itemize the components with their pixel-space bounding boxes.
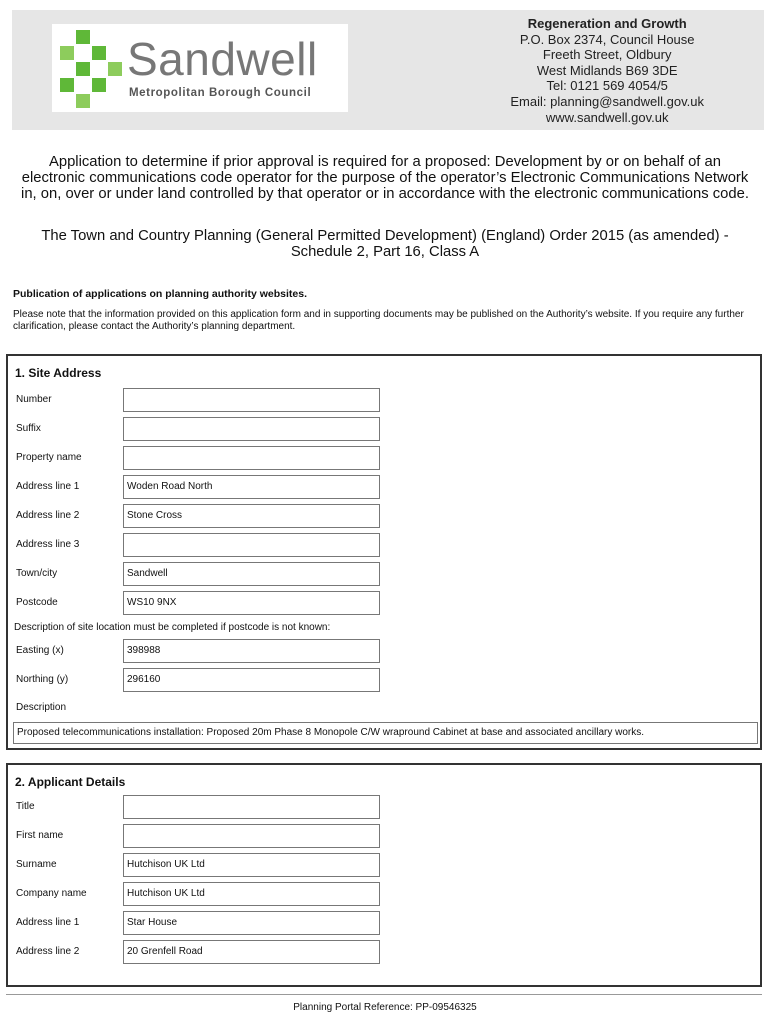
form-row-address-line-1 (8, 911, 760, 937)
description-label: Description (16, 702, 67, 713)
form-row-first-name (8, 824, 760, 850)
contact-tel: Tel: 0121 569 4054/5 (546, 78, 668, 94)
logo-square (76, 94, 90, 108)
field-label: Property name (16, 452, 82, 463)
field-label: Easting (x) (16, 645, 64, 656)
address-line-2-field[interactable]: Stone Cross (123, 504, 380, 528)
applicant-address-line-1-field[interactable]: Star House (123, 911, 380, 935)
letterhead (12, 10, 764, 130)
order-title: The Town and Country Planning (General Permitted Development) (England) Order 2015 (as amended) - Schedule 2, Part 16, Class A (41, 228, 729, 260)
field-label: Company name (16, 888, 87, 899)
field-label: First name (16, 830, 64, 841)
contact-website[interactable]: www.sandwell.gov.uk (545, 109, 669, 125)
contact-street: Freeth Street, Oldbury (542, 47, 672, 63)
town-city-field[interactable]: Sandwell (123, 562, 380, 586)
northing-field[interactable]: 296160 (123, 668, 380, 692)
application-title: Application to determine if prior approval is required for a proposed: Development by or on behalf of an electronic communications code operator for the purpose of the operator’s Electronic Communications Network in, on, over or under land controlled by that operator or in accordance with the electronic communications code. (21, 154, 749, 202)
form-row-easting (8, 639, 760, 665)
form-row-surname (8, 853, 760, 879)
logo-square (60, 78, 74, 92)
field-label: Surname (16, 859, 57, 870)
footer-divider (6, 994, 762, 995)
description-field[interactable]: Proposed telecommunications installation: Proposed 20m Phase 8 Monopole C/W wrapround Cabinet at base and associated ancillary works. (13, 722, 758, 744)
field-label: Northing (y) (16, 674, 69, 685)
field-label: Address line 2 (16, 510, 80, 521)
surname-field[interactable]: Hutchison UK Ltd (123, 853, 380, 877)
planning-portal-reference: Planning Portal Reference: PP-09546325 (293, 1002, 477, 1013)
form-row-northing (8, 668, 760, 694)
form-row-company-name (8, 882, 760, 908)
contact-email[interactable]: Email: planning@sandwell.gov.uk (510, 93, 704, 109)
logo-subtitle: Metropolitan Borough Council (129, 87, 312, 99)
postcode-field[interactable]: WS10 9NX (123, 591, 380, 615)
field-label: Address line 2 (16, 946, 80, 957)
logo-square (60, 46, 74, 60)
applicant-address-line-2-field[interactable]: 20 Grenfell Road (123, 940, 380, 964)
form-row-title (8, 795, 760, 821)
form-row-town-city (8, 562, 760, 588)
form-row-suffix (8, 417, 760, 443)
contact-block (510, 16, 704, 125)
department-name: Regeneration and Growth (527, 16, 687, 31)
field-label: Address line 1 (16, 481, 80, 492)
form-row-address-line-2 (8, 940, 760, 966)
contact-po-box: P.O. Box 2374, Council House (519, 31, 695, 47)
field-label: Title (16, 801, 35, 812)
logo-name: Sandwell (127, 33, 318, 85)
address-line-1-field[interactable]: Woden Road North (123, 475, 380, 499)
form-row-property-name (8, 446, 760, 472)
publication-heading: Publication of applications on planning authority websites. (13, 288, 308, 300)
sandwell-logo (52, 24, 348, 112)
easting-field[interactable]: 398988 (123, 639, 380, 663)
section-heading: 2. Applicant Details (15, 775, 126, 789)
logo-square (76, 30, 90, 44)
form-row-address-line-3 (8, 533, 760, 559)
logo-square (76, 62, 90, 76)
logo-square (92, 78, 106, 92)
form-row-number (8, 388, 760, 414)
location-note: Description of site location must be completed if postcode is not known: (14, 622, 331, 633)
field-label: Suffix (16, 423, 41, 434)
property-name-field[interactable] (123, 446, 380, 470)
site-address-section (6, 354, 762, 750)
logo-square (92, 46, 106, 60)
title-field[interactable] (123, 795, 380, 819)
field-label: Postcode (16, 597, 58, 608)
form-row-address-line-2 (8, 504, 760, 530)
logo-square (108, 62, 122, 76)
form-row-address-line-1 (8, 475, 760, 501)
applicant-details-section (6, 763, 762, 987)
company-name-field[interactable]: Hutchison UK Ltd (123, 882, 380, 906)
publication-note: Please note that the information provided on this application form and in supporting documents may be published on the Authority’s website. If you require any further clarification, please contact the Authority’s planning department. (13, 309, 744, 332)
field-label: Number (16, 394, 52, 405)
form-row-postcode (8, 591, 760, 617)
address-line-3-field[interactable] (123, 533, 380, 557)
first-name-field[interactable] (123, 824, 380, 848)
suffix-field[interactable] (123, 417, 380, 441)
field-label: Town/city (16, 568, 58, 579)
section-heading: 1. Site Address (15, 366, 102, 380)
number-field[interactable] (123, 388, 380, 412)
field-label: Address line 3 (16, 539, 80, 550)
contact-town: West Midlands B69 3DE (536, 62, 678, 78)
field-label: Address line 1 (16, 917, 80, 928)
